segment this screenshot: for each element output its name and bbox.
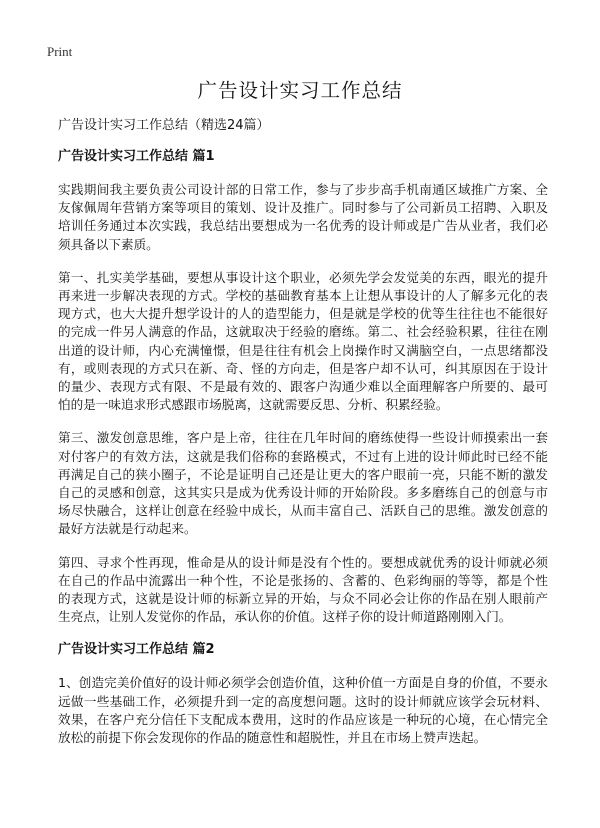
paragraph: 第一、扎实美学基础，要想从事设计这个职业，必须先学会发觉美的东西，眼光的提升再来进一步解决表现的方式。学校的基础教育基本上让想从事设计的人了解多元化的表现方式，也大大提升想学设计的人的造型能力，但是就是学校的优等生往往也不能很好的完成一件另人满意的作品，这就取决于经验的磨练。第二、社会经验积累，往往在刚出道的设计师，内心充满憧憬，但是往往有机会上岗操作时又满脑空白，一点思绪都没有，或则表现的方式只在新、奇、怪的方向走，但是客户却不认可，纠其原因在于设计的量少、表现方式有限、不是最有效的、跟客户沟通少难以全面理解客户所要的、最可怕的是一味追求形式感跟市场脱离，这就需要反思、分析、积累经验。 bbox=[58, 269, 548, 413]
paragraph: 1、创造完美价值好的设计师必须学会创造价值，这种价值一方面是自身的价值，不要永远做一些基础工作，必须提升到一定的高度想问题。这时的设计师就应该学会玩材料、效果，在客户充分信任下支配成本费用，这时的作品应该是一种玩的心境，在心情完全放松的前提下你会发现你的作品的随意性和超脱性，并且在市场上赞声迭起。 bbox=[58, 675, 548, 746]
paragraph: 第四、寻求个性再现，惟命是从的设计师是没有个性的。要想成就优秀的设计师就必须在自己的作品中流露出一种个性，不论是张扬的、含蓄的、色彩绚丽的等等，都是个性的表现方式，这就是设计师的标新立异的开始，与众不同必会让你的作品在别人眼前产生亮点，让别人发觉你的作品，承认你的价值。这样子你的设计师道路刚刚入门。 bbox=[58, 554, 548, 625]
document-body bbox=[58, 148, 548, 762]
subtitle: 广告设计实习工作总结（精选24篇） bbox=[58, 118, 270, 133]
section-heading: 广告设计实习工作总结 篇2 bbox=[58, 642, 215, 658]
page-title: 广告设计实习工作总结 bbox=[197, 79, 403, 102]
section-2 bbox=[58, 641, 548, 747]
section-1 bbox=[58, 148, 548, 626]
print-label[interactable]: Print bbox=[47, 44, 73, 59]
paragraph: 第三、激发创意思维，客户是上帝，往往在几年时间的磨练使得一些设计师摸索出一套对付客户的有效方法，这就是我们俗称的套路模式，不过有上进的设计师此时已经不能再满足自己的狭小圈子，不论是证明自己还是让更大的客户眼前一亮，只能不断的激发自己的灵感和创意，这其实只是成为优秀设计师的开始阶段。多多磨练自己的创意与市场尽快融合，这样让创意在经验中成长，从而丰富自己、活跃自己的思维。激发创意的最好方法就是行动起来。 bbox=[58, 430, 548, 537]
section-heading: 广告设计实习工作总结 篇1 bbox=[58, 149, 215, 164]
paragraph: 实践期间我主要负责公司设计部的日常工作，参与了步步高手机南通区域推广方案、全友傢佩周年营销方案等项目的策划、设计及推广。同时参与了公司新员工招聘、入职及培训任务通过本次实践，我总结出要想成为一名优秀的设计师或是广告从业者，我们必须具备以下素质。 bbox=[58, 182, 548, 252]
